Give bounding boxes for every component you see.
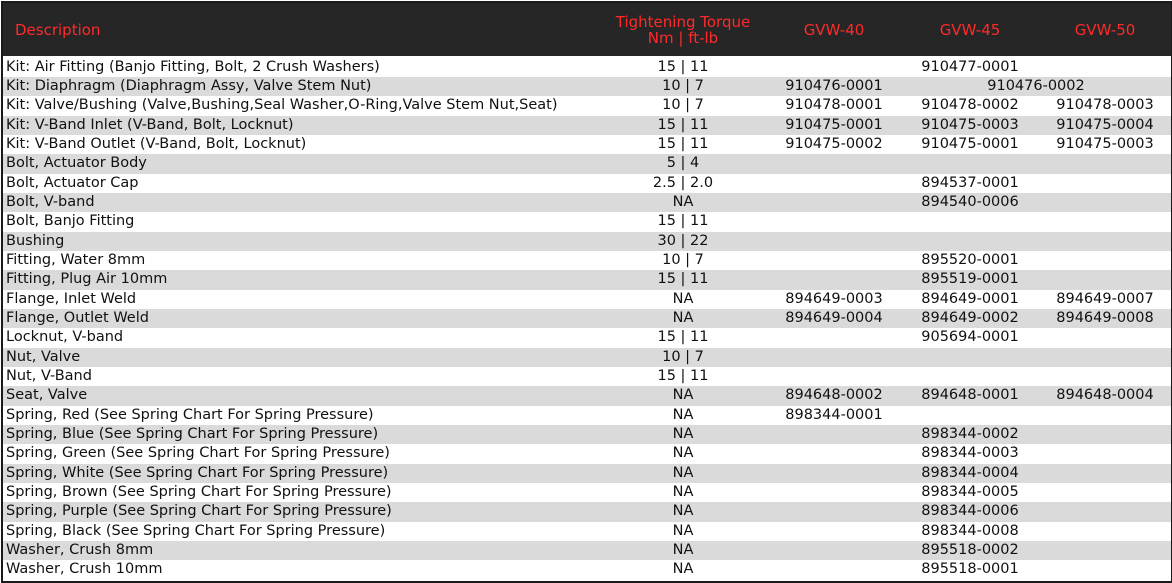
cell-gvw-50	[1039, 212, 1171, 231]
cell-gvw-45: 894649-0001	[921, 290, 1019, 307]
header-gvw-45: GVW-45	[901, 3, 1039, 57]
cell-gvw-45: 898344-0005	[921, 484, 1019, 501]
cell-gvw-40: 898344-0001	[785, 406, 883, 423]
cell-description: Nut, Valve	[6, 348, 81, 365]
cell-gvw-40	[767, 425, 901, 444]
table-row	[3, 193, 1171, 212]
cell-description: Flange, Outlet Weld	[6, 310, 149, 327]
table-row	[3, 309, 1171, 328]
cell-gvw-40	[767, 348, 901, 367]
cell-torque: NA	[672, 464, 694, 481]
header-gvw-40: GVW-40	[767, 3, 901, 57]
table-row	[3, 57, 1171, 77]
table-row	[3, 483, 1171, 502]
cell-description: Bolt, V-band	[6, 194, 95, 211]
cell-gvw-50	[1039, 154, 1171, 173]
cell-gvw-45: 895518-0001	[921, 561, 1019, 578]
table-row	[3, 444, 1171, 463]
cell-torque: NA	[672, 406, 694, 423]
cell-torque: NA	[672, 503, 694, 520]
cell-gvw-50: 910475-0004	[1056, 116, 1154, 133]
parts-torque-table	[3, 3, 1171, 580]
cell-gvw-45: 910475-0003	[921, 116, 1019, 133]
cell-torque: 2.5 | 2.0	[652, 174, 714, 191]
cell-gvw-45: 894649-0002	[921, 310, 1019, 327]
cell-description: Locknut, V-band	[6, 329, 124, 346]
cell-torque: 10 | 7	[662, 252, 704, 269]
cell-description: Spring, Green (See Spring Chart For Spring Pressure)	[6, 445, 390, 462]
header-torque-line2: Nm | ft-lb	[647, 28, 719, 47]
cell-torque: NA	[672, 290, 694, 307]
cell-torque: 15 | 11	[657, 116, 709, 133]
cell-gvw-45	[901, 212, 1039, 231]
cell-gvw-40	[767, 57, 901, 77]
cell-gvw-50	[1039, 328, 1171, 347]
table-row	[3, 154, 1171, 173]
cell-description: Kit: V-Band Outlet (V-Band, Bolt, Locknut)	[6, 136, 307, 153]
cell-gvw-45: 894648-0001	[921, 387, 1019, 404]
table-row	[3, 212, 1171, 231]
header-description: Description	[3, 3, 599, 57]
cell-gvw-50	[1039, 425, 1171, 444]
cell-torque: 10 | 7	[662, 78, 704, 95]
table-row	[3, 251, 1171, 270]
cell-gvw-45-50: 910476-0002	[987, 78, 1085, 95]
cell-torque: 15 | 11	[657, 271, 709, 288]
cell-gvw-50	[1039, 270, 1171, 289]
table-row	[3, 560, 1171, 579]
cell-gvw-50	[1039, 57, 1171, 77]
cell-torque: NA	[672, 426, 694, 443]
cell-torque: NA	[672, 387, 694, 404]
cell-description: Bolt, Actuator Cap	[6, 174, 139, 191]
cell-description: Spring, Brown (See Spring Chart For Spring Pressure)	[6, 484, 392, 501]
cell-torque: 15 | 11	[657, 329, 709, 346]
cell-gvw-45: 894537-0001	[921, 174, 1019, 191]
cell-description: Washer, Crush 10mm	[6, 561, 163, 578]
cell-gvw-50	[1039, 174, 1171, 193]
table-row	[3, 348, 1171, 367]
cell-gvw-45: 910475-0001	[921, 136, 1019, 153]
table-row	[3, 270, 1171, 289]
cell-gvw-40: 894649-0004	[785, 310, 883, 327]
cell-description: Spring, Black (See Spring Chart For Spring Pressure)	[6, 522, 386, 539]
cell-gvw-45	[901, 348, 1039, 367]
table-row	[3, 96, 1171, 115]
cell-gvw-50	[1039, 560, 1171, 579]
cell-torque: NA	[672, 542, 694, 559]
cell-torque: NA	[672, 194, 694, 211]
cell-gvw-45: 895518-0002	[921, 542, 1019, 559]
cell-description: Spring, Red (See Spring Chart For Spring Pressure)	[6, 406, 374, 423]
cell-gvw-40	[767, 444, 901, 463]
cell-description: Spring, Blue (See Spring Chart For Spring Pressure)	[6, 426, 379, 443]
table-row	[3, 290, 1171, 309]
cell-gvw-40	[767, 483, 901, 502]
cell-gvw-45: 898344-0004	[921, 464, 1019, 481]
table-row	[3, 386, 1171, 405]
cell-gvw-50	[1039, 251, 1171, 270]
cell-description: Kit: Air Fitting (Banjo Fitting, Bolt, 2 Crush Washers)	[6, 59, 380, 75]
cell-gvw-40	[767, 367, 901, 386]
table-row	[3, 522, 1171, 541]
cell-torque: 15 | 11	[657, 213, 709, 230]
cell-torque: 10 | 7	[662, 348, 704, 365]
cell-description: Flange, Inlet Weld	[6, 290, 137, 307]
cell-torque: 15 | 11	[657, 368, 709, 385]
cell-torque: 15 | 11	[657, 136, 709, 153]
cell-gvw-40	[767, 212, 901, 231]
cell-description: Kit: V-Band Inlet (V-Band, Bolt, Locknut)	[6, 116, 294, 133]
table-row	[3, 135, 1171, 154]
cell-gvw-45: 894540-0006	[921, 194, 1019, 211]
cell-gvw-45	[901, 406, 1039, 425]
cell-gvw-40: 894648-0002	[785, 387, 883, 404]
cell-description: Washer, Crush 8mm	[6, 542, 154, 559]
cell-gvw-50: 910478-0003	[1056, 97, 1154, 114]
cell-description: Fitting, Plug Air 10mm	[6, 271, 168, 288]
cell-gvw-40: 910476-0001	[785, 78, 883, 95]
cell-description: Fitting, Water 8mm	[6, 252, 146, 269]
cell-gvw-40	[767, 154, 901, 173]
cell-gvw-40	[767, 174, 901, 193]
cell-gvw-40	[767, 522, 901, 541]
cell-gvw-50: 894648-0004	[1056, 387, 1154, 404]
header-tightening-torque	[599, 3, 767, 57]
table-header-row	[3, 3, 1171, 57]
cell-gvw-40	[767, 541, 901, 560]
cell-gvw-45: 895519-0001	[921, 271, 1019, 288]
cell-torque: NA	[672, 445, 694, 462]
cell-torque: NA	[672, 484, 694, 501]
table-row	[3, 328, 1171, 347]
cell-gvw-45: 898344-0006	[921, 503, 1019, 520]
cell-torque: NA	[672, 522, 694, 539]
cell-gvw-50	[1039, 367, 1171, 386]
cell-torque: NA	[672, 561, 694, 578]
cell-description: Spring, White (See Spring Chart For Spring Pressure)	[6, 464, 389, 481]
cell-gvw-40	[767, 193, 901, 212]
cell-description: Spring, Purple (See Spring Chart For Spring Pressure)	[6, 503, 392, 520]
header-torque-line1: Tightening Torque	[615, 12, 751, 31]
cell-gvw-50: 894649-0007	[1056, 290, 1154, 307]
cell-gvw-45: 910477-0001	[921, 59, 1019, 75]
table-row	[3, 541, 1171, 560]
cell-gvw-50	[1039, 522, 1171, 541]
cell-gvw-50	[1039, 464, 1171, 483]
cell-torque: 5 | 4	[666, 155, 700, 172]
table-row	[3, 502, 1171, 521]
cell-gvw-40	[767, 270, 901, 289]
cell-gvw-40	[767, 328, 901, 347]
cell-gvw-45	[901, 367, 1039, 386]
cell-gvw-45: 898344-0002	[921, 426, 1019, 443]
cell-torque: 30 | 22	[657, 232, 709, 249]
table-row	[3, 406, 1171, 425]
cell-description: Kit: Diaphragm (Diaphragm Assy, Valve Stem Nut)	[6, 78, 372, 95]
cell-gvw-45: 898344-0008	[921, 522, 1019, 539]
table-row	[3, 77, 1171, 96]
cell-gvw-40: 894649-0003	[785, 290, 883, 307]
cell-gvw-50	[1039, 444, 1171, 463]
cell-torque: 15 | 11	[657, 59, 709, 75]
cell-gvw-45	[901, 232, 1039, 251]
table-row	[3, 425, 1171, 444]
cell-gvw-50	[1039, 406, 1171, 425]
cell-gvw-45: 898344-0003	[921, 445, 1019, 462]
cell-description: Bolt, Actuator Body	[6, 155, 147, 172]
cell-description: Bushing	[6, 232, 65, 249]
header-gvw-50: GVW-50	[1039, 3, 1171, 57]
cell-gvw-50	[1039, 483, 1171, 502]
cell-gvw-45: 895520-0001	[921, 252, 1019, 269]
cell-gvw-40	[767, 251, 901, 270]
cell-gvw-40	[767, 232, 901, 251]
parts-torque-table-frame	[1, 1, 1172, 583]
cell-gvw-50	[1039, 502, 1171, 521]
table-row	[3, 232, 1171, 251]
cell-gvw-45: 905694-0001	[921, 329, 1019, 346]
cell-gvw-50	[1039, 348, 1171, 367]
cell-description: Kit: Valve/Bushing (Valve,Bushing,Seal Washer,O-Ring,Valve Stem Nut,Seat)	[6, 97, 558, 114]
cell-torque: 10 | 7	[662, 97, 704, 114]
cell-gvw-40	[767, 464, 901, 483]
table-row	[3, 367, 1171, 386]
cell-gvw-50: 910475-0003	[1056, 136, 1154, 153]
cell-gvw-45	[901, 154, 1039, 173]
cell-torque: NA	[672, 310, 694, 327]
cell-description: Bolt, Banjo Fitting	[6, 213, 135, 230]
cell-gvw-50	[1039, 541, 1171, 560]
cell-gvw-45: 910478-0002	[921, 97, 1019, 114]
cell-gvw-50	[1039, 232, 1171, 251]
cell-gvw-50	[1039, 193, 1171, 212]
cell-gvw-40: 910478-0001	[785, 97, 883, 114]
table-row	[3, 116, 1171, 135]
cell-description: Nut, V-Band	[6, 368, 92, 385]
table-row	[3, 464, 1171, 483]
cell-gvw-50: 894649-0008	[1056, 310, 1154, 327]
cell-gvw-40	[767, 560, 901, 579]
cell-description: Seat, Valve	[6, 387, 88, 404]
cell-gvw-40: 910475-0002	[785, 136, 883, 153]
table-body	[3, 57, 1171, 580]
cell-gvw-40	[767, 502, 901, 521]
cell-gvw-40: 910475-0001	[785, 116, 883, 133]
table-row	[3, 174, 1171, 193]
